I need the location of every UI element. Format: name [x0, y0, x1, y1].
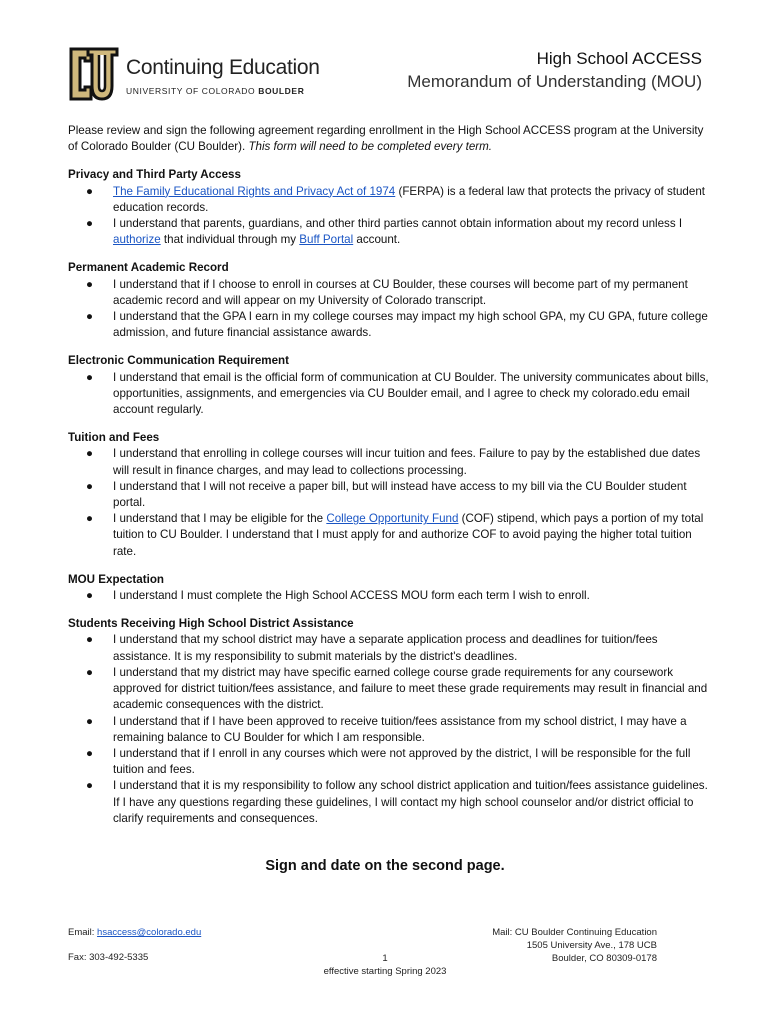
footer-email [68, 926, 201, 939]
ferpa-link[interactable]: The Family Educational Rights and Privacy Act of 1974 [113, 184, 396, 198]
mail-line-3: Boulder, CO 80309-0178 [551, 953, 657, 964]
intro-paragraph [68, 123, 716, 155]
document-header [407, 49, 702, 92]
mail-line-2: 1505 University Ave., 178 UCB [526, 940, 657, 951]
list-item: ● I understand that I will not receive a paper bill, but will instead have access to my bill via the CU Boulder student portal. [86, 479, 687, 510]
item-text: I understand I must complete the High School ACCESS MOU form each term I wish to enroll. [113, 589, 590, 603]
list-item: ● I understand that it is my responsibility to follow any school district application and tuition/fees assistance guidelines. If I have any questions regarding these guidelines, I will contact my high school counselor and/or district official to clarify requirements and consequences. [86, 779, 708, 825]
item-text: I understand that it is my responsibility to follow any school district application and tuition/fees assistance guidelines. If I have any questions regarding these guidelines, I will contact my high school counselor and/or district official to clarify requirements and consequences. [113, 779, 708, 825]
list-item: ● I understand that the GPA I earn in my college courses may impact my high school GPA, my CU GPA, future college admission, and future financial assistance awards. [86, 310, 708, 340]
item-text: that individual through my [160, 233, 300, 247]
logo-univ-bold: BOULDER [258, 86, 305, 96]
footer-fax: Fax: 303-492-5335 [68, 952, 149, 963]
section-title: Privacy and Third Party Access [68, 168, 241, 182]
logo-brand-text: Continuing Education [126, 56, 320, 79]
list-item: ● The Family Educational Rights and Privacy Act of 1974 (FERPA) is a federal law that protects the privacy of student education records. [86, 184, 705, 214]
logo-university-text [126, 86, 304, 96]
section-electronic-communication [68, 353, 716, 418]
document-body [68, 123, 716, 839]
email-link[interactable]: hsaccess@colorado.edu [97, 927, 202, 938]
list-item: ● I understand that if I enroll in any courses which were not approved by the district, I will be responsible for the full tuition and fees. [86, 746, 691, 777]
authorize-link[interactable]: authorize [113, 233, 161, 247]
page-number: 1 [382, 953, 388, 964]
list-item: ● I understand that if I have been approved to receive tuition/fees assistance from my school district, I may have a remaining balance to CU Boulder for which I am responsible. [86, 714, 687, 744]
intro-italic: This form will need to be completed every term. [248, 140, 493, 154]
list-item: ● I understand that if I choose to enroll in courses at CU Boulder, these courses will become part of my permanent academic record and will appear on my University of Colorado transcript. [86, 277, 688, 307]
item-text: I understand that enrolling in college courses will incur tuition and fees. Failure to pay by the established due dates will result in finance charges, and may lead to collections processing. [113, 447, 701, 477]
cu-logo-icon [68, 46, 120, 102]
item-text: I understand that if I enroll in any courses which were not approved by the district, I will be responsible for the full tuition and fees. [113, 746, 691, 777]
item-text: (COF) stipend, which pays a portion of my total tuition to CU Boulder. I understand that I must apply for and authorize COF to avoid paying the higher total tuition rate. [113, 512, 704, 558]
list-item: ● I understand that email is the official form of communication at CU Boulder. The university communicates about bills, opportunities, assignments, and emergencies via CU Boulder email, and I agree to check my colorado.edu email account regularly. [86, 370, 709, 417]
section-mou-expectation [68, 572, 716, 604]
item-text: I understand that if I choose to enroll in courses at CU Boulder, these courses will become part of my permanent academic record and will appear on my University of Colorado transcript. [113, 277, 688, 307]
section-title: Permanent Academic Record [68, 261, 229, 275]
list-item: ● I understand that I may be eligible for the College Opportunity Fund (COF) stipend, which pays a portion of my total tuition to CU Boulder. I understand that I must apply for and authorize COF to avoid paying the higher total tuition rate. [86, 512, 704, 558]
item-text: I understand that my district may have specific earned college course grade requirements for any coursework approved for district tuition/fees assistance, and failure to meet these grade requirements may result in financial and academic consequences with the district. [113, 665, 708, 712]
document-subtitle: Memorandum of Understanding (MOU) [407, 72, 702, 91]
item-text: I understand that the GPA I earn in my college courses may impact my high school GPA, my CU GPA, future college admission, and future financial assistance awards. [113, 310, 708, 340]
list-item: ● I understand that my school district may have a separate application process and deadlines for tuition/fees assistance. It is my responsibility to submit materials by the district's deadlines. [86, 633, 658, 663]
section-title: Students Receiving High School District Assistance [68, 617, 354, 631]
section-tuition-fees [68, 430, 716, 560]
item-text: I understand that I may be eligible for the [113, 512, 327, 526]
list-item: ● I understand that my district may have specific earned college course grade requirements for any coursework approved for district tuition/fees assistance, and failure to meet these grade requirements may result in financial and academic consequences with the district. [86, 665, 708, 712]
list-item: ● I understand I must complete the High School ACCESS MOU form each term I wish to enroll. [86, 589, 590, 603]
item-text: I understand that if I have been approved to receive tuition/fees assistance from my school district, I may have a remaining balance to CU Boulder for which I am responsible. [113, 714, 687, 744]
section-title: MOU Expectation [68, 572, 164, 586]
section-privacy [68, 167, 716, 248]
buff-portal-link[interactable]: Buff Portal [299, 233, 354, 247]
list-item: ● I understand that enrolling in college courses will incur tuition and fees. Failure to pay by the established due dates will result in finance charges, and may lead to collections processing. [86, 447, 701, 477]
footer-right [492, 926, 657, 965]
cof-link[interactable]: College Opportunity Fund [326, 512, 459, 526]
item-text: I understand that parents, guardians, and other third parties cannot obtain information about my record unless I [113, 217, 683, 231]
item-text: (FERPA) is a federal law that protects the privacy of student education records. [113, 184, 705, 214]
item-text: I understand that email is the official form of communication at CU Boulder. The university communicates about bills, opportunities, assignments, and emergencies via CU Boulder email, and I agree to check my colorado.edu email account regularly. [113, 370, 709, 417]
list-item: ● I understand that parents, guardians, and other third parties cannot obtain information about my record unless I authorize that individual through my Buff Portal account. [86, 217, 683, 247]
sign-note: Sign and date on the second page. [265, 858, 505, 874]
item-text: I understand that my school district may have a separate application process and deadlines for tuition/fees assistance. It is my responsibility to submit materials by the district's deadlines. [113, 633, 658, 663]
logo [68, 46, 320, 102]
item-text: I understand that I will not receive a paper bill, but will instead have access to my bill via the CU Boulder student portal. [113, 479, 687, 510]
effective-date: effective starting Spring 2023 [323, 966, 447, 977]
document-title: High School ACCESS [536, 49, 702, 68]
mail-line-1: Mail: CU Boulder Continuing Education [492, 927, 657, 938]
section-title: Electronic Communication Requirement [68, 354, 289, 368]
section-title: Tuition and Fees [68, 431, 160, 445]
section-district-assistance [68, 616, 716, 827]
item-text: account. [353, 233, 401, 247]
logo-univ-prefix: UNIVERSITY OF COLORADO [126, 86, 256, 96]
intro-text: Please review and sign the following agreement regarding enrollment in the High School ACCESS program at the University of Colorado Boulder (CU Boulder). [68, 124, 704, 154]
email-label: Email: [68, 927, 98, 938]
section-academic-record [68, 260, 716, 341]
